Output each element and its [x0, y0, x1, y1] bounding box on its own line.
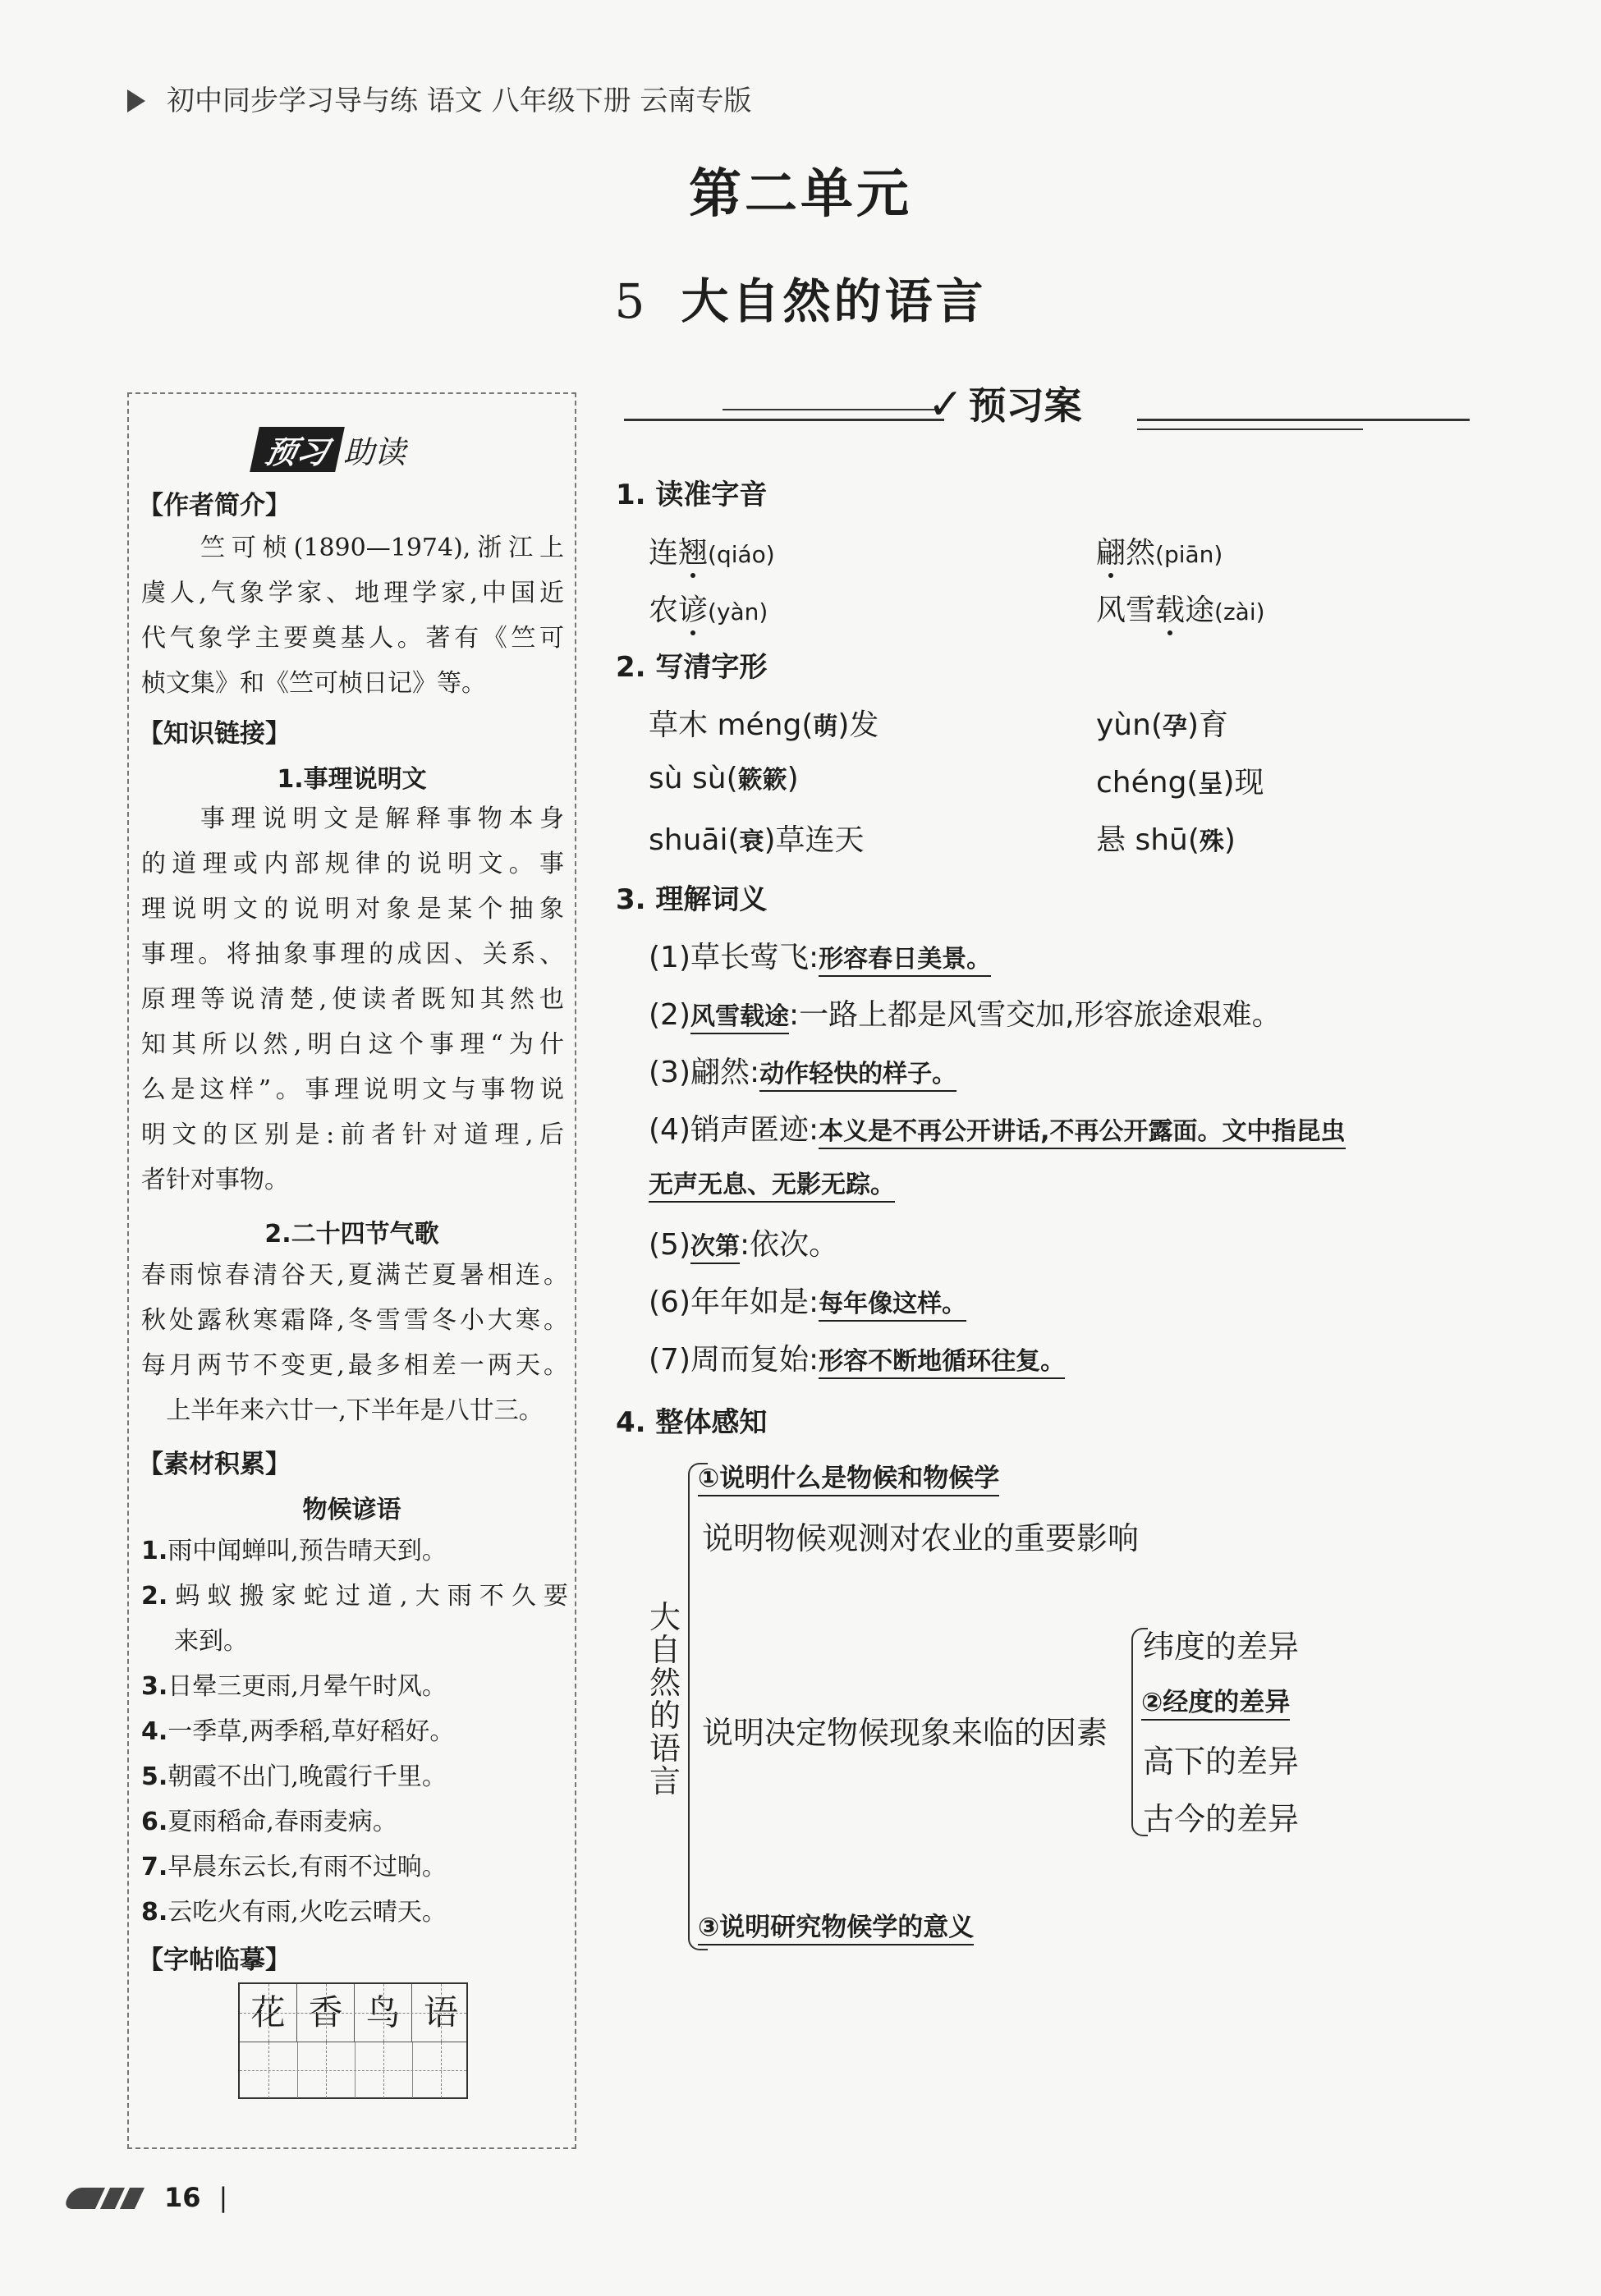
list-item: 6.夏雨稻命,春雨麦病。: [141, 1808, 397, 1836]
lesson-name: 大自然的语言: [681, 273, 987, 329]
knowledge-1-title: 1.事理说明文: [277, 765, 427, 794]
char-item-5: shuāi(衰)草连天: [649, 823, 865, 857]
section-characters: 2. 写清字形: [616, 651, 768, 684]
proverb-list: [141, 1528, 568, 1935]
practice-row: [240, 2042, 466, 2098]
pron-item-1: 连翘(qiáo): [649, 536, 775, 570]
map-branch-3: 说明决定物候现象来临的因素: [702, 1715, 1108, 1751]
map-root: 大自然的语言: [649, 1599, 681, 1799]
vocab-item-1: (1)草长莺飞:形容春日美景。: [649, 934, 991, 976]
pron-item-2: 翩然(piān): [1096, 536, 1223, 570]
map-branch-2: 说明物候观测对农业的重要影响: [702, 1520, 1140, 1556]
material-heading: 【素材积累】: [138, 1450, 291, 1479]
vocab-item-4-cont: 无声无息、无影无踪。: [649, 1164, 895, 1200]
list-item: 4.一季草,两季稻,草好稻好。: [141, 1717, 455, 1746]
decor-stripe-icon: [62, 2188, 105, 2209]
vocab-item-3: (3)翩然:动作轻快的样子。: [649, 1049, 956, 1091]
pron-item-3: 农谚(yàn): [649, 593, 768, 627]
list-item: 5.朝霞不出门,晚霞行千里。: [141, 1762, 447, 1791]
vocab-item-4: (4)销声匿迹:本义是不再公开讲话,不再公开露面。文中指昆虫: [649, 1107, 1346, 1148]
solar-terms-song: 春雨惊春清谷天,夏满芒夏暑相连。 秋处露秋寒霜降,冬雪雪冬小大寒。 每月两节不变更,最多相差一两天。 上半年来六廿一,下半年是八廿三。: [141, 1261, 568, 1425]
map-sub-1: 纬度的差异: [1143, 1629, 1300, 1665]
check-icon: ✓: [928, 380, 964, 429]
copybook-heading: 【字帖临摹】: [138, 1945, 291, 1975]
list-item: 8.云吃火有雨,火吃云晴天。: [141, 1898, 447, 1927]
list-item: 2.蚂蚁搬家蛇过道,大雨不久要: [141, 1582, 568, 1611]
copy-char: 鸟: [355, 1984, 412, 2042]
char-item-3: sù sù(簌簌): [649, 762, 799, 795]
lesson-title: [0, 263, 1601, 332]
copy-char: 香: [297, 1984, 355, 2042]
page-number: 16: [164, 2182, 201, 2213]
title-rule-left: [624, 419, 944, 421]
char-item-2: yùn(孕)育: [1096, 708, 1229, 742]
char-item-1: 草木 méng(萌)发: [649, 708, 879, 742]
sidebar-title-rest: 助读: [343, 434, 406, 470]
author-heading: 【作者简介】: [138, 491, 291, 520]
section-vocabulary: 3. 理解词义: [616, 883, 768, 916]
knowledge-heading: 【知识链接】: [138, 719, 291, 749]
map-branch-4: ③说明研究物候学的意义: [698, 1906, 974, 1943]
page-footer: 16 |: [67, 2182, 227, 2213]
running-header: 初中同步学习导与练 语文 八年级下册 云南专版: [127, 78, 751, 118]
section-pronunciation: 1. 读准字音: [616, 479, 768, 511]
pron-item-4: 风雪载途(zài): [1096, 593, 1265, 627]
knowledge-2-title: 2.二十四节气歌: [264, 1220, 439, 1249]
list-item: 7.早晨东云长,有雨不过晌。: [141, 1853, 447, 1881]
map-branch-1: ①说明什么是物候和物候学: [698, 1457, 999, 1494]
preview-section-title: ✓ 预习案: [928, 380, 1082, 429]
map-sub-3: 高下的差异: [1143, 1744, 1300, 1780]
vocab-item-7: (7)周而复始:形容不断地循环往复。: [649, 1336, 1065, 1378]
copy-char: 花: [240, 1984, 297, 2042]
sidebar-title-tag: 预习: [250, 427, 345, 472]
play-arrow-icon: [127, 89, 145, 112]
author-intro: 竺可桢(1890—1974),浙江上 虞人,气象学家、地理学家,中国近 代气象学主要奠基人。著有《竺可 桢文集》和《竺可桢日记》等。: [141, 534, 564, 698]
title-rule-right: [1137, 419, 1470, 421]
title-rule-left-2: [723, 409, 936, 410]
char-item-4: chéng(呈)现: [1096, 766, 1264, 800]
sidebar-title: [255, 427, 406, 472]
title-rule-right-2: [1137, 428, 1363, 430]
list-item: 来到。: [174, 1627, 248, 1656]
knowledge-1-body: 事理说明文是解释事物本身 的道理或内部规律的说明文。事 理说明文的说明对象是某个抽象 事理。将抽象事理的成因、关系、 原理等说清楚,使读者既知其然也 知其所以然,明白这个事理“为什 么是这样”。事理说明文与事物说 明文的区别是:前者针对道理,后 者针对事物。: [141, 804, 564, 1194]
lesson-number: 5: [614, 273, 649, 329]
decor-stripe-icon: [120, 2188, 145, 2209]
copybook-grid: [238, 1982, 468, 2099]
section-overview: 4. 整体感知: [616, 1406, 768, 1439]
vocab-item-2: (2)风雪载途:一路上都是风雪交加,形容旅途艰难。: [649, 992, 1282, 1033]
copy-char: 语: [423, 1992, 458, 2032]
proverb-title: 物候谚语: [302, 1496, 401, 1524]
vocab-item-5: (5)次第:依次。: [649, 1221, 838, 1263]
vocab-item-6: (6)年年如是:每年像这样。: [649, 1279, 966, 1321]
list-item: 1.雨中闻蝉叫,预告晴天到。: [141, 1537, 447, 1565]
char-item-6: 悬 shū(殊): [1096, 823, 1236, 857]
map-sub-4: 古今的差异: [1143, 1801, 1300, 1837]
unit-title: 第二单元: [689, 163, 912, 225]
map-sub-2: ②经度的差异: [1141, 1681, 1290, 1718]
list-item: 3.日晕三更雨,月晕午时风。: [141, 1672, 447, 1701]
